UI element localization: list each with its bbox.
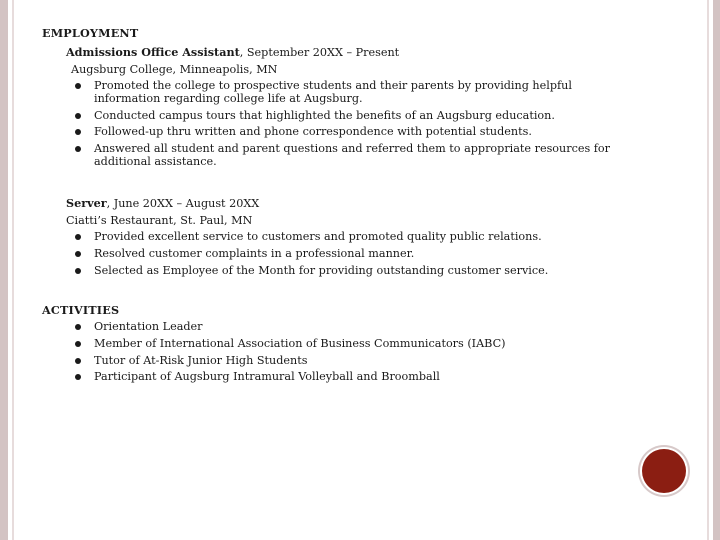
list-item: Tutor of At-Risk Junior High Students — [66, 355, 666, 368]
job-title-line — [66, 195, 626, 212]
bullet-icon — [75, 129, 81, 135]
job-title: Admissions Office Assistant — [66, 45, 240, 59]
job-entry-server — [66, 195, 626, 281]
bullet-icon — [75, 268, 81, 274]
bullet-icon — [75, 83, 81, 89]
job-dates: , June 20XX – August 20XX — [106, 197, 260, 210]
list-item: Conducted campus tours that highlighted the benefits of an Augsburg education. — [66, 110, 626, 123]
list-item: Participant of Augsburg Intramural Volleyball and Broomball — [66, 371, 666, 384]
bullet-icon — [75, 113, 81, 119]
job-title-line — [66, 44, 626, 61]
list-item: Member of International Association of Business Communicators (IABC) — [66, 338, 666, 351]
job-bullets — [66, 80, 626, 169]
job-entry-admissions — [66, 44, 626, 173]
list-item: Promoted the college to prospective students and their parents by providing helpful information regarding college life at Augsburg. — [66, 80, 626, 106]
list-item: Followed-up thru written and phone correspondence with potential students. — [66, 126, 626, 139]
bullet-icon — [75, 324, 81, 330]
bullet-icon — [75, 146, 81, 152]
company-location: Augsburg College, Minneapolis, MN — [71, 63, 278, 76]
list-item: Selected as Employee of the Month for providing outstanding customer service. — [66, 265, 626, 278]
job-bullets — [66, 231, 626, 277]
activities-heading: ACTIVITIES — [42, 303, 120, 317]
activities-list — [66, 321, 666, 388]
right-border-decoration — [713, 0, 720, 540]
bullet-icon — [75, 358, 81, 364]
bullet-icon — [75, 234, 81, 240]
list-item: Resolved customer complaints in a professional manner. — [66, 248, 626, 261]
bullet-icon — [75, 341, 81, 347]
job-title: Server — [66, 196, 107, 210]
employment-heading: EMPLOYMENT — [42, 26, 139, 40]
list-item: Orientation Leader — [66, 321, 666, 334]
company-location: Ciatti’s Restaurant, St. Paul, MN — [66, 214, 253, 227]
job-dates: , September 20XX – Present — [239, 46, 400, 59]
list-item: Answered all student and parent questions and referred them to appropriate resources for additional assistance. — [66, 143, 626, 169]
list-item: Provided excellent service to customers and promoted quality public relations. — [66, 231, 626, 244]
bullet-icon — [75, 374, 81, 380]
bullet-icon — [75, 251, 81, 257]
right-border-line — [707, 0, 709, 540]
